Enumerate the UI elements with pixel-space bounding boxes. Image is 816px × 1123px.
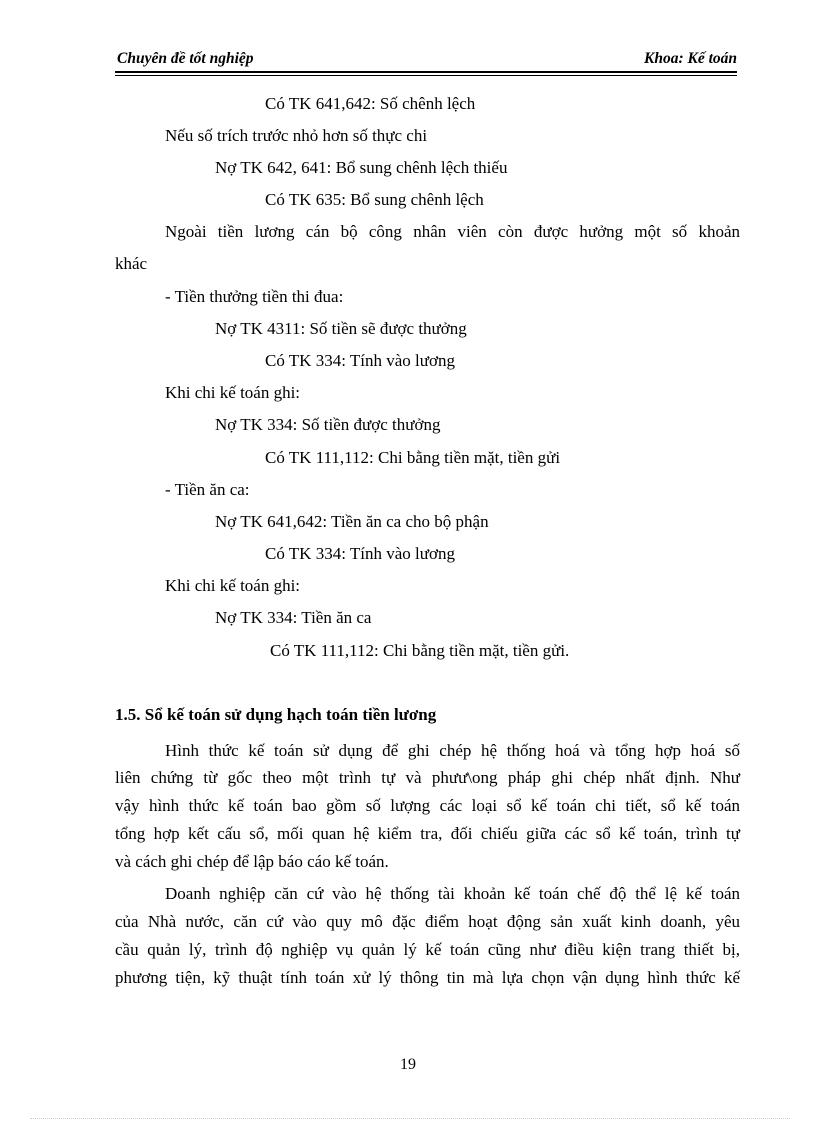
body-line: Khi chi kế toán ghi: bbox=[165, 576, 301, 595]
body-line: Nợ TK 334: Số tiền được thưởng bbox=[215, 415, 441, 434]
paragraph-line: phương tiện, kỹ thuật tính toán xử lý thông tin mà lựa chọn vận dụng hình thức kế bbox=[115, 968, 740, 987]
body-line: Có TK 635: Bổ sung chênh lệch bbox=[265, 190, 484, 209]
body-line: Nợ TK 641,642: Tiền ăn ca cho bộ phận bbox=[215, 512, 489, 531]
body-line: Nợ TK 334: Tiền ăn ca bbox=[215, 608, 372, 627]
header-right-department: Khoa: Kế toán bbox=[643, 50, 737, 67]
paragraph-line: và cách ghi chép để lập báo cáo kế toán. bbox=[115, 852, 389, 871]
paragraph-line: Doanh nghiệp căn cứ vào hệ thống tài khoản kế toán chế độ thể lệ kế toán bbox=[165, 884, 740, 903]
body-line: - Tiền ăn ca: bbox=[165, 480, 250, 499]
page-bottom-border bbox=[30, 1118, 790, 1119]
header-left-title: Chuyên đề tốt nghiệp bbox=[117, 50, 254, 67]
header-rule-thin bbox=[115, 75, 737, 76]
body-line: Nợ TK 4311: Số tiền sẽ được thưởng bbox=[215, 319, 467, 338]
body-line: Khi chi kế toán ghi: bbox=[165, 383, 301, 402]
paragraph-line: vậy hình thức kế toán bao gồm số lượng các loại sổ kế toán chi tiết, sổ kế toán bbox=[115, 796, 740, 815]
paragraph-line: Hình thức kế toán sử dụng để ghi chép hệ thống hoá và tổng hợp hoá số bbox=[165, 741, 740, 760]
body-line: Có TK 111,112: Chi bằng tiền mặt, tiền gửi bbox=[265, 448, 561, 467]
page-number: 19 bbox=[400, 1056, 416, 1073]
body-line: khác bbox=[115, 254, 148, 273]
paragraph-line: cầu quản lý, trình độ nghiệp vụ quản lý kế toán cũng như điều kiện trang thiết bị, bbox=[115, 940, 740, 959]
paragraph-line: tổng hợp kết cấu sổ, mối quan hệ kiểm tra, đối chiếu giữa các sổ kế toán, trình tự bbox=[115, 824, 740, 843]
body-line: Có TK 641,642: Số chênh lệch bbox=[265, 94, 476, 113]
body-line: Nếu số trích trước nhỏ hơn số thực chi bbox=[165, 126, 428, 145]
body-line: Có TK 334: Tính vào lương bbox=[265, 351, 455, 370]
body-line: Nợ TK 642, 641: Bổ sung chênh lệch thiếu bbox=[215, 158, 508, 177]
body-line: Ngoài tiền lương cán bộ công nhân viên còn được hưởng một số khoản bbox=[165, 222, 740, 241]
paragraph-line: liên chứng từ gốc theo một trình tự và phưư\ong pháp ghi chép nhất định. Như bbox=[115, 768, 740, 787]
paragraph-line: của Nhà nước, căn cứ vào quy mô đặc điểm hoạt động sản xuất kinh doanh, yêu bbox=[115, 912, 740, 931]
body-line: - Tiền thưởng tiền thi đua: bbox=[165, 287, 344, 306]
section-heading: 1.5. Sổ kế toán sử dụng hạch toán tiền lương bbox=[115, 705, 437, 724]
body-line: Có TK 111,112: Chi bằng tiền mặt, tiền gửi. bbox=[270, 641, 570, 660]
body-line: Có TK 334: Tính vào lương bbox=[265, 544, 455, 563]
page-header bbox=[115, 46, 737, 70]
header-rule bbox=[115, 71, 737, 73]
